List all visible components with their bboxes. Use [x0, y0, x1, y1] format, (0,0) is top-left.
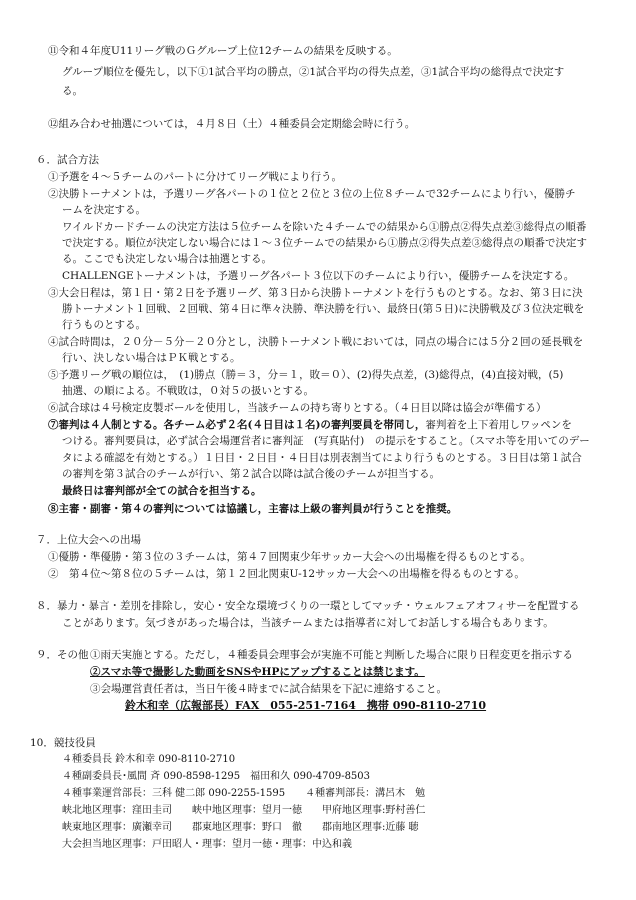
section-6-title: ６．試合方法 [36, 154, 99, 166]
s6-item8: ⑧主審・副審・第４の審判については協議し，主審は上級の審判員が行うことを推奨。 [48, 503, 458, 515]
s6-item3-line3: 行うものとする。 [62, 319, 146, 331]
s10-line4: 峡北地区理事：窪田圭司 峡中地区理事：望月一徳 甲府地区理事:野村善仁 [62, 805, 426, 816]
s6-item7-line1 [48, 418, 572, 432]
s6-item7-line1-rest: 審判着を上下着用しワッペンを [425, 419, 572, 431]
s6-item5-line1: ⑤予選リーグ戦の順位は， (1)勝点（勝＝３，分＝１，敗＝０）、(2)得失点差，(3)総得点，(4)直接対戦，(5) [48, 369, 564, 381]
s6-item2-line1: ②決勝トーナメントは，予選リーグ各パートの１位と２位と３位の上位８チームで32チームにより行い，優勝チ [48, 188, 576, 200]
s9-contact: 鈴木和幸（広報部長）FAX 055-251-7164 携帯 090-8110-2710 [125, 699, 487, 712]
s6-item7-line5: 最終日は審判部が全ての試合を担当する。 [62, 485, 262, 497]
section-8-line1: ８．暴力・暴言・差別を排除し，安心・安全な環境づくりの一環としてマッチ・ウェルフェアオフィサーを配置する [36, 600, 580, 612]
s6-item3-line2: 勝トーナメント１回戦、２回戦、第４日に準々決勝、準決勝を行い、最終日(第５日)に決勝戦及び３位決定戦を [62, 303, 585, 315]
s6-item5-line2: 抽選、の順による。不戦敗は，０対５の扱いとする。 [62, 385, 314, 397]
s6-item4-line1: ④試合時間は，２０分－５分－２０分とし，決勝トーナメント戦においては，同点の場合には５分２回の延長戦を [48, 336, 584, 348]
item-11-line3: る。 [62, 85, 83, 97]
s10-line5: 峡東地区理事：廣瀬幸司 郡東地区理事：野口 徹 郡南地区理事:近藤 聴 [62, 822, 419, 833]
section-9-label: ９．その他 [36, 649, 89, 661]
section-8-line2: ことがあります。気づきがあった場合は，当該チームまたは指導者に対してお話しする場合もあります。 [62, 617, 554, 629]
s9-item3: ③会場運営責任者は，当日午後４時までに試合結果を下記に連絡すること。 [90, 683, 447, 695]
s7-item1: ①優勝・準優勝・第３位の３チームは，第４７回関東少年サッカー大会への出場権を得るものとする。 [48, 551, 531, 563]
s6-item1: ①予選を４～５チームのパートに分けてリーグ戦により行う。 [48, 171, 342, 183]
s6-item7-line2: つける。審判要員は，必ず試合会場運営者に審判証 (写真貼付) の提示をすること。（スマホ等を用いてのデー [62, 435, 590, 447]
s10-line6: 大会担当地区理事：戸田昭人・理事：望月一徳・理事：中込和義 [62, 839, 352, 850]
s7-item2: ② 第４位～第８位の５チームは，第１２回北関東U-12サッカー大会への出場権を得るものとする。 [48, 568, 525, 580]
item-11-line2: グループ順位を優先し，以下①1試合平均の勝点，②1試合平均の得失点差，③1試合平均の総得点で決定す [62, 66, 565, 78]
s10-line1: ４種委員長 鈴木和幸 090-8110-2710 [62, 754, 236, 765]
s6-item6: ⑥試合球は４号検定皮製ボールを使用し，当該チームの持ち寄りとする。（４日目以降は協会が準備する） [48, 402, 547, 414]
s6-item2-line2: ームを決定する。 [62, 204, 146, 216]
s10-line2: ４種副委員長･風間 斉 090-8598-1295 福田和久 090-4709-8503 [62, 771, 371, 782]
s6-item7-line3: タによる確認を有効とする。）１日目・２日目・４日目は別表割当てにより行うものとする。３日目は第１試合 [62, 452, 582, 464]
s6-item2-line4: で決定する。順位が決定しない場合には１～３位チームでの結果から①勝点②得失点差③総得点の順番で決定す [62, 237, 587, 249]
s9-item1: ①雨天実施とする。ただし，４種委員会理事会が実施不可能と判断した場合に限り日程変更を指示する [90, 649, 573, 661]
s6-item7-line1-bold: ⑦審判は４人制とする。各チーム必ず２名(４日目は１名)の審判要員を帯同し， [48, 419, 426, 431]
s6-item4-line2: 行い、決しない場合はＰＫ戦とする。 [62, 352, 241, 364]
s10-line3: ４種事業運営部長：三科 健二郎 090-2255-1595 ４種審判部長：溝呂木 勉 [62, 788, 426, 799]
section-10-title: 10．競技役員 [30, 737, 96, 749]
item-12: ⑫組み合わせ抽選については，４月８日（土）４種委員会定期総会時に行う。 [48, 118, 416, 130]
s6-item2-line3: ワイルドカードチームの決定方法は５位チームを除いた４チームでの結果から①勝点②得失点差③総得点の順番 [62, 221, 587, 233]
s6-item3-line1: ③大会日程は，第１日・第２日を予選リーグ、第３日から決勝トーナメントを行うものとする。なお、第３日に決 [48, 287, 583, 299]
s6-item7-line4: の審判を第３試合のチームが行い、第２試合以降は試合後のチームが担当する。 [62, 468, 440, 480]
section-7-title: ７．上位大会への出場 [36, 534, 141, 546]
s6-item2-line5: る。ここでも決定しない場合は抽選とする。 [62, 253, 272, 265]
item-11-line1: ⑪令和４年度U11リーグ戦のＧグループ上位12チームの結果を反映する。 [48, 45, 398, 57]
s9-item2: ②スマホ等で撮影した動画をSNSやHPにアップすることは禁じます。 [90, 666, 425, 678]
s6-item2-line6: CHALLENGEトーナメントは，予選リーグ各パート３位以下のチームにより行い，優勝チームを決定する。 [62, 270, 575, 282]
